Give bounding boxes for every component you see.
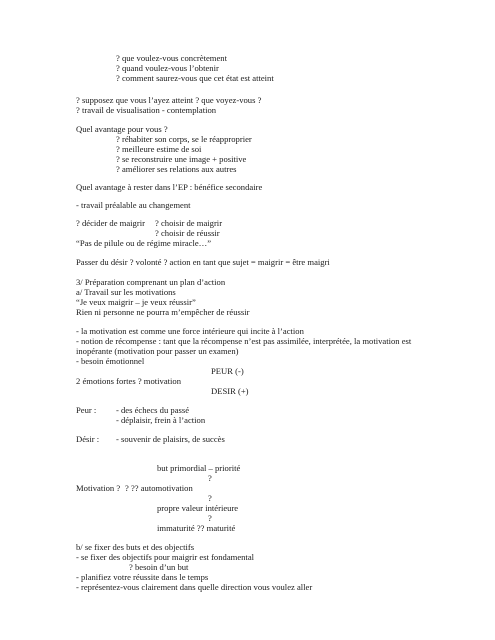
text-line: ? <box>208 513 212 523</box>
text-line: PEUR (-) <box>211 366 244 376</box>
text-line: ? choisir de maigrir <box>155 218 223 228</box>
text-line: ? réhabiter son corps, se le réapproprier <box>116 134 252 144</box>
subsection-heading: a/ Travail sur les motivations <box>76 287 176 297</box>
text-line: Passer du désir ? volonté ? action en tant que sujet = maigrir = être maigri <box>76 257 330 267</box>
section-heading: 3/ Préparation comprenant un plan d’action <box>76 277 226 287</box>
text-line: immaturité ?? maturité <box>157 523 236 533</box>
text-line: ? <box>208 493 212 503</box>
section-heading: Quel avantage pour vous ? <box>76 124 168 134</box>
text-line: 2 émotions fortes ? motivation <box>76 376 182 386</box>
text-line: inopérante (motivation pour passer un examen) <box>76 346 239 356</box>
text-line: Rien ni personne ne pourra m’empêcher de réussir <box>76 307 250 317</box>
text-line: ? meilleure estime de soi <box>116 144 202 154</box>
text-line: - déplaisir, frein à l’action <box>116 415 206 425</box>
quote-line: “Je veux maigrir – je veux réussir” <box>76 297 196 307</box>
text-line: DESIR (+) <box>211 386 249 396</box>
label: Désir : <box>76 434 100 444</box>
text-line: - notion de récompense : tant que la récompense n’est pas assimilée, interprétée, la motivation est <box>76 336 412 346</box>
text-line: - la motivation est comme une force intérieure qui incite à l’action <box>76 326 304 336</box>
label: Peur : <box>76 405 97 415</box>
subsection-heading: b/ se fixer des buts et des objectifs <box>76 542 195 552</box>
text-line: propre valeur intérieure <box>157 503 239 513</box>
text-line: - travail préalable au changement <box>76 200 191 210</box>
section-heading: Quel avantage à rester dans l’EP : bénéfice secondaire <box>76 182 263 192</box>
text-line: ? supposez que vous l’ayez atteint ? que voyez-vous ? <box>76 95 262 105</box>
quote-line: “Pas de pilule ou de régime miracle…” <box>76 238 212 248</box>
text-line: - planifiez votre réussite dans le temps <box>76 572 209 582</box>
text-line: ? comment saurez-vous que cet état est atteint <box>116 73 274 83</box>
text-line: - souvenir de plaisirs, de succès <box>116 434 225 444</box>
text-line: ? améliorer ses relations aux autres <box>116 164 237 174</box>
text-line: ? décider de maigrir <box>76 218 145 228</box>
text-line: - des échecs du passé <box>116 405 190 415</box>
text-line: - se fixer des objectifs pour maigrir est fondamental <box>76 552 255 562</box>
text-line: but primordial – priorité <box>157 463 241 473</box>
text-line: ? quand voulez-vous l’obtenir <box>116 63 219 73</box>
text-line: ? <box>208 473 212 483</box>
text-line: ? choisir de réussir <box>155 228 220 238</box>
text-line: ? que voulez-vous concrètement <box>116 53 227 63</box>
text-line: ? travail de visualisation - contemplation <box>76 105 217 115</box>
text-line: - représentez-vous clairement dans quelle direction vous voulez aller <box>76 582 313 592</box>
text-line: ? se reconstruire une image + positive <box>116 154 247 164</box>
label: Motivation ? <box>76 483 121 493</box>
text-line: - besoin émotionnel <box>76 356 145 366</box>
text-line: ? besoin d’un but <box>129 562 189 572</box>
text-line: ? ?? automotivation <box>125 483 193 493</box>
